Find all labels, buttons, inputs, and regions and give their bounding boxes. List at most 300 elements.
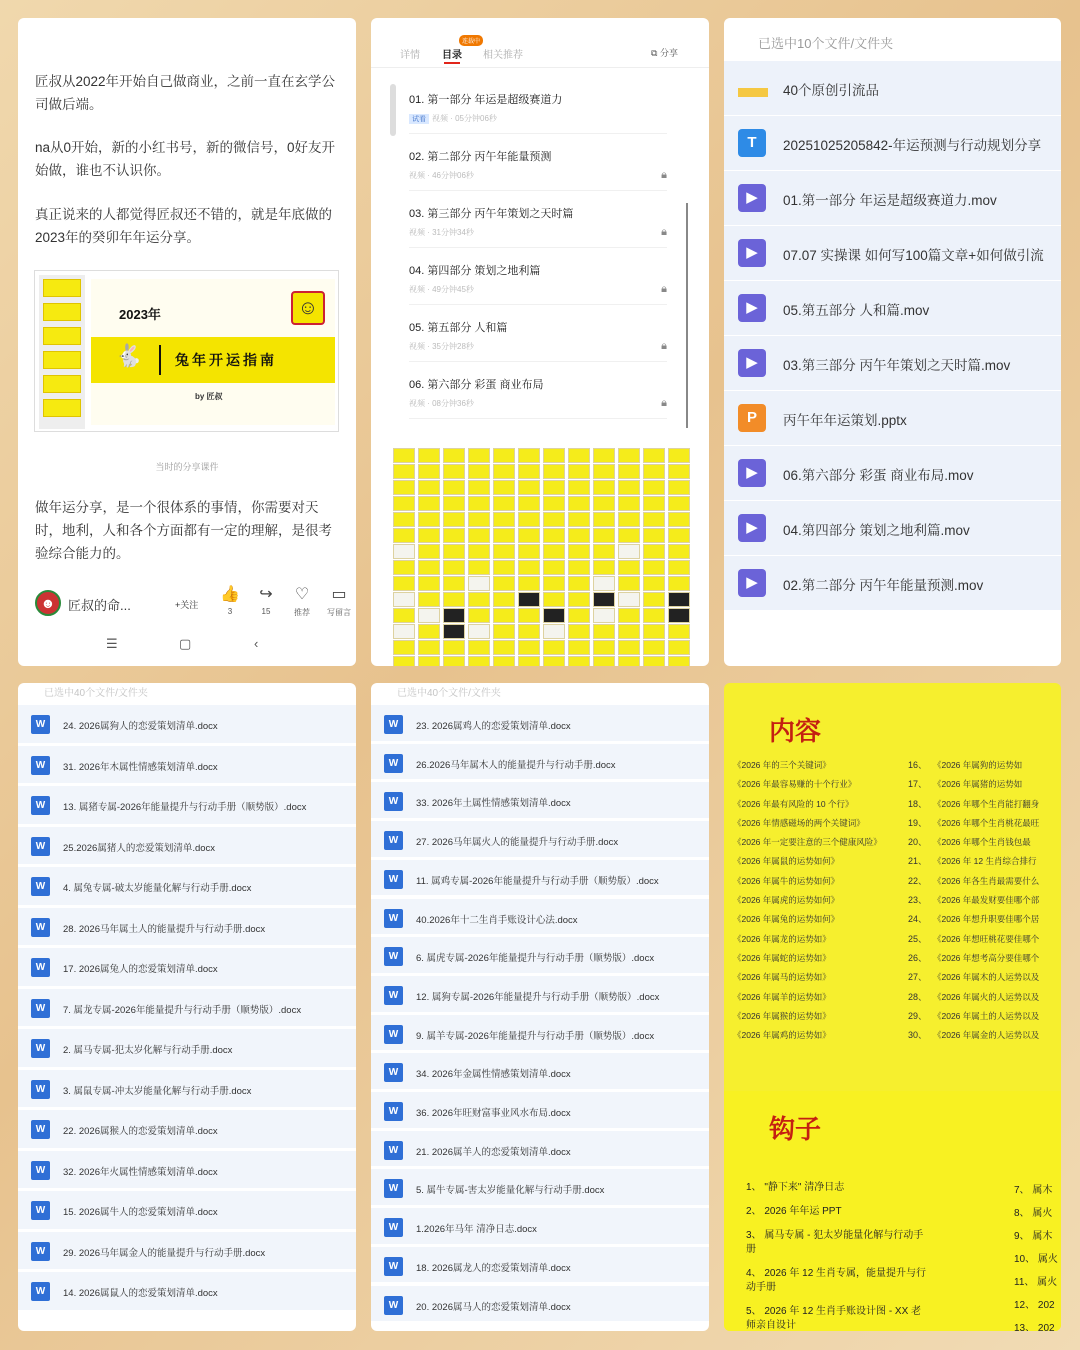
lesson-item[interactable] — [409, 200, 667, 248]
docx-row[interactable] — [18, 1191, 356, 1230]
page-thumbnail — [468, 560, 490, 575]
lesson-item[interactable] — [409, 86, 667, 134]
docx-row[interactable] — [18, 1151, 356, 1190]
scrollbar[interactable] — [686, 203, 688, 428]
page-thumbnail — [468, 464, 490, 479]
video-file-icon: ▶ — [738, 569, 766, 597]
share-icon: ↪ — [259, 586, 273, 603]
video-file-icon: ▶ — [738, 239, 766, 267]
toc-line: 《2026 年的三个关键词》 — [733, 760, 831, 770]
lesson-item[interactable] — [409, 257, 667, 305]
word-file-icon: W — [384, 792, 403, 811]
file-row[interactable] — [724, 61, 1061, 116]
page-thumbnail — [418, 464, 440, 479]
lesson-title: 02. 第二部分 丙午年能量预测 — [409, 151, 552, 163]
word-file-icon: W — [31, 1080, 50, 1099]
toc-line: 17、 — [908, 779, 928, 790]
lesson-meta: 视频 · 46分钟06秒 — [409, 171, 474, 180]
author-name[interactable]: 匠叔的命... — [68, 598, 131, 613]
page-thumbnail — [518, 560, 540, 575]
docx-name: 21. 2026属羊人的恋爱策划清单.docx — [416, 1146, 571, 1158]
folder-icon: ▬ — [738, 71, 768, 104]
page-thumbnail — [443, 560, 465, 575]
page-thumbnail — [518, 496, 540, 511]
docx-name: 14. 2026属鼠人的恋爱策划清单.docx — [63, 1288, 218, 1299]
page-thumbnail — [643, 448, 665, 463]
lesson-title: 06. 第六部分 彩蛋 商业布局 — [409, 379, 544, 391]
page-thumbnail — [668, 464, 690, 479]
docx-name: 20. 2026属马人的恋爱策划清单.docx — [416, 1301, 571, 1313]
toc-line: 《2026 年想旺桃花要佳哪个 — [933, 933, 1040, 944]
toc-line: 24、 — [908, 914, 928, 925]
docx-name: 23. 2026属鸡人的恋爱策划清单.docx — [416, 721, 571, 732]
page-thumbnail — [493, 448, 515, 463]
page-thumbnail — [443, 544, 465, 559]
page-thumbnail — [518, 592, 540, 607]
hook-item: 9、 属木 — [1014, 1231, 1053, 1242]
page-thumbnail — [543, 576, 565, 591]
docx-row[interactable] — [371, 821, 709, 858]
page-thumbnail — [443, 496, 465, 511]
toc-line: 28、 — [908, 991, 928, 1002]
word-file-icon: W — [31, 715, 50, 734]
page-thumbnail — [393, 464, 415, 479]
docx-row[interactable] — [18, 1070, 356, 1109]
page-thumbnail — [443, 512, 465, 527]
share-button[interactable] — [251, 586, 281, 616]
page-thumbnail — [643, 560, 665, 575]
toc-line: 26、 — [908, 952, 928, 963]
like-button[interactable] — [215, 586, 245, 616]
page-thumbnail — [643, 480, 665, 495]
lesson-item[interactable] — [409, 371, 667, 419]
lesson-item[interactable] — [409, 314, 667, 362]
toc-right-column — [933, 756, 1039, 1045]
page-thumbnail — [393, 656, 415, 666]
docx-name: 26.2026马年属木人的能量提升与行动手册.docx — [416, 759, 616, 771]
docx-row[interactable] — [371, 1015, 709, 1052]
word-file-icon: W — [384, 715, 403, 734]
docx-name: 24. 2026属狗人的恋爱策划清单.docx — [63, 721, 218, 732]
page-thumbnail — [618, 592, 640, 607]
page-thumbnail — [493, 640, 515, 655]
docx-row[interactable] — [18, 948, 356, 987]
page-thumbnail — [418, 448, 440, 463]
lesson-meta: 视频 · 08分钟36秒 — [409, 399, 474, 408]
page-thumbnail — [593, 656, 615, 666]
page-thumbnail — [543, 496, 565, 511]
image-caption: 当时的分享课件 — [155, 462, 219, 472]
word-file-icon: W — [31, 877, 50, 896]
docx-row[interactable] — [371, 1286, 709, 1323]
toc-line: 《2026 年属金的人运势以及 — [933, 1030, 1040, 1041]
page-thumbnail — [618, 656, 640, 666]
page-thumbnail — [493, 608, 515, 623]
home-icon[interactable]: ▢ — [179, 636, 192, 651]
video-file-icon: ▶ — [738, 459, 766, 487]
page-thumbnail — [568, 640, 590, 655]
page-thumbnail — [568, 560, 590, 575]
article-paragraph-1: 匠叔从2022年开始自己做商业，之前一直在玄学公司做后端。 — [35, 74, 336, 112]
avatar-icon: ☺ — [291, 291, 325, 325]
page-thumbnail — [618, 512, 640, 527]
docx-name: 34. 2026年金属性情感策划清单.docx — [416, 1069, 571, 1081]
word-file-icon: W — [384, 831, 403, 850]
word-file-icon: W — [31, 1161, 50, 1180]
toc-line: 《2026 年情感磁场的两个关键词》 — [733, 817, 865, 828]
page-thumbnail — [518, 608, 540, 623]
word-file-icon: W — [31, 999, 50, 1018]
page-thumbnail — [518, 528, 540, 543]
toc-left-column — [733, 756, 882, 1045]
share-icon: ⧉ — [651, 48, 660, 58]
page-thumbnail — [493, 592, 515, 607]
page-thumbnail — [443, 480, 465, 495]
lock-icon: 🔒︎ — [661, 283, 667, 295]
menu-icon[interactable]: ☰ — [106, 636, 118, 651]
toc-line: 《2026 年一定要注意的三个健康风险》 — [733, 837, 882, 848]
page-thumbnail — [468, 480, 490, 495]
toc-line: 《2026 年属木的人运势以及 — [933, 972, 1040, 983]
docx-list-panel-2 — [371, 683, 709, 1331]
hook-item: 10、 属火 — [1014, 1254, 1058, 1265]
docx-row[interactable] — [371, 1092, 709, 1129]
recommend-label: 推荐 — [294, 608, 310, 617]
docx-row[interactable] — [371, 1169, 709, 1206]
page-thumbnail — [393, 608, 415, 623]
tab-details[interactable]: 详情 — [400, 50, 420, 61]
docx-row[interactable] — [371, 1053, 709, 1090]
word-file-icon: W — [384, 870, 403, 889]
word-file-icon: W — [384, 1179, 403, 1198]
page-thumbnail — [543, 656, 565, 666]
page-thumbnail — [568, 528, 590, 543]
hook-item: 2、 2026 年年运 PPT — [746, 1206, 842, 1217]
file-name: 20251025205842-年运预测与行动规划分享 — [783, 138, 1042, 153]
docx-name: 31. 2026年木属性情感策划清单.docx — [63, 761, 218, 773]
page-thumbnail — [568, 656, 590, 666]
follow-button[interactable]: +关注 — [175, 600, 199, 610]
page-thumbnail — [593, 576, 615, 591]
page-thumbnail — [493, 496, 515, 511]
file-row[interactable] — [724, 556, 1061, 611]
page-thumbnail — [393, 640, 415, 655]
page-thumbnail — [418, 608, 440, 623]
page-thumbnail — [668, 592, 690, 607]
docx-name: 33. 2026年土属性情感策划清单.docx — [416, 798, 571, 810]
page-thumbnail — [643, 624, 665, 639]
page-thumbnail — [518, 576, 540, 591]
page-thumbnail — [468, 608, 490, 623]
docx-name: 7. 属龙专属-2026年能量提升与行动手册（顺势版）.docx — [63, 1004, 302, 1016]
docx-row[interactable] — [18, 908, 356, 947]
docx-name: 25.2026属猪人的恋爱策划清单.docx — [63, 842, 216, 854]
file-row[interactable] — [724, 391, 1061, 446]
docx-row[interactable] — [371, 782, 709, 819]
docx-row[interactable] — [18, 1232, 356, 1271]
docx-name: 9. 属羊专属-2026年能量提升与行动手册（顺势版）.docx — [416, 1030, 655, 1042]
toc-line: 23、 — [908, 895, 928, 906]
share-button[interactable]: ⧉ 分享 — [651, 48, 678, 58]
page-thumbnail — [443, 576, 465, 591]
docx-row[interactable] — [18, 989, 356, 1028]
file-row[interactable] — [724, 501, 1061, 556]
page-thumbnail — [568, 464, 590, 479]
toc-line: 19、 — [908, 817, 928, 828]
page-thumbnail — [643, 608, 665, 623]
page-thumbnail — [668, 480, 690, 495]
page-thumbnail — [593, 448, 615, 463]
docx-row[interactable] — [18, 705, 356, 744]
toc-line: 《2026 年各生肖最需要什么 — [933, 875, 1040, 886]
page-thumbnail — [643, 496, 665, 511]
file-row[interactable] — [724, 446, 1061, 501]
docx-row[interactable] — [18, 1272, 356, 1311]
page-thumbnail — [418, 480, 440, 495]
toc-line: 《2026 年哪个生肖桃花最旺 — [933, 817, 1040, 828]
toc-line: 《2026 年哪个生肖钱包最 — [933, 837, 1031, 848]
docx-row[interactable] — [18, 867, 356, 906]
file-row[interactable] — [724, 116, 1061, 171]
toc-line: 《2026 年哪个生肖能打翻身 — [933, 798, 1040, 809]
tab-related[interactable]: 相关推荐 — [483, 50, 523, 61]
word-file-icon: W — [384, 1063, 403, 1082]
page-thumbnail — [518, 448, 540, 463]
page-thumbnail — [643, 512, 665, 527]
page-thumbnail — [418, 512, 440, 527]
file-name: 03.第三部分 丙午年策划之天时篇.mov — [783, 358, 1011, 373]
hooks-card — [724, 1091, 1061, 1331]
contents-title: 内容 — [769, 716, 822, 746]
word-file-icon: W — [384, 1102, 403, 1121]
docx-name: 27. 2026马年属火人的能量提升与行动手册.docx — [416, 837, 619, 849]
page-thumbnail — [568, 544, 590, 559]
toc-line: 《2026 年属火的人运势以及 — [933, 991, 1040, 1002]
page-thumbnail — [568, 576, 590, 591]
toc-line: 20、 — [908, 837, 928, 848]
word-file-icon: W — [384, 947, 403, 966]
page-thumbnail — [468, 544, 490, 559]
page-thumbnail — [393, 544, 415, 559]
system-nav-bar — [18, 636, 356, 656]
toc-line: 《2026 年属鸡的运势如》 — [733, 1030, 831, 1041]
page-thumbnail — [443, 624, 465, 639]
page-thumbnail — [418, 624, 440, 639]
page-thumbnail — [493, 656, 515, 666]
heart-icon: ♡ — [294, 586, 310, 603]
page-thumbnail — [493, 464, 515, 479]
hook-item: 12、 202 — [1014, 1300, 1055, 1311]
toc-line: 22、 — [908, 875, 928, 886]
page-thumbnail — [443, 528, 465, 543]
word-file-icon: W — [31, 837, 50, 856]
hook-item: 1、 "静下来" 清净日志 — [746, 1182, 845, 1193]
page-thumbnail — [593, 512, 615, 527]
back-icon[interactable]: ‹ — [254, 636, 259, 651]
page-thumbnail-grid — [393, 448, 689, 666]
word-file-icon: W — [384, 1257, 403, 1276]
page-thumbnail — [518, 480, 540, 495]
docx-row[interactable] — [371, 899, 709, 936]
page-thumbnail — [543, 592, 565, 607]
video-file-icon: ▶ — [738, 514, 766, 542]
docx-name: 18. 2026属龙人的恋爱策划清单.docx — [416, 1262, 571, 1274]
page-thumbnail — [493, 576, 515, 591]
docx-row[interactable] — [18, 1029, 356, 1068]
page-thumbnail — [418, 496, 440, 511]
slide-thumbnails — [39, 275, 85, 429]
docx-row[interactable] — [371, 1247, 709, 1284]
file-row[interactable] — [724, 171, 1061, 226]
toc-line: 25、 — [908, 933, 928, 944]
docx-row[interactable] — [371, 976, 709, 1013]
course-catalog-panel — [371, 18, 709, 666]
page-thumbnail — [643, 528, 665, 543]
docx-row[interactable] — [371, 860, 709, 897]
page-thumbnail — [468, 512, 490, 527]
docx-row[interactable] — [371, 705, 709, 742]
page-thumbnail — [618, 448, 640, 463]
toc-line: 《2026 年属马的运势如》 — [733, 972, 831, 983]
slide-year: 2023年 — [119, 307, 161, 322]
docx-name: 13. 属猪专属-2026年能量提升与行动手册（顺势版）.docx — [63, 802, 307, 813]
page-thumbnail — [593, 496, 615, 511]
slide-image[interactable] — [34, 270, 339, 432]
recommend-button[interactable] — [287, 586, 317, 618]
page-thumbnail — [618, 480, 640, 495]
docx-name: 5. 属牛专属-害太岁能量化解与行动手册.docx — [416, 1185, 605, 1197]
page-thumbnail — [618, 528, 640, 543]
page-thumbnail — [643, 640, 665, 655]
slide-divider — [159, 345, 161, 375]
page-thumbnail — [493, 480, 515, 495]
share-count: 15 — [261, 607, 271, 616]
docx-name: 22. 2026属猴人的恋爱策划清单.docx — [63, 1126, 218, 1137]
author-avatar[interactable]: ☻ — [35, 590, 61, 616]
docx-name: 6. 属虎专属-2026年能量提升与行动手册（顺势版）.docx — [416, 953, 655, 965]
docx-row[interactable] — [371, 1131, 709, 1168]
page-thumbnail — [443, 608, 465, 623]
page-thumbnail — [543, 624, 565, 639]
page-thumbnail — [543, 528, 565, 543]
page-thumbnail — [668, 512, 690, 527]
serializing-badge: 连载中 — [459, 35, 483, 46]
article-paragraph-3: 真正说来的人都觉得匠叔还不错的，就是年底做的2023年的癸卯年年运分享。 — [35, 207, 332, 245]
hook-item: 4、 2026 年 12 生肖专属，能量提升与行动手册 — [746, 1268, 927, 1293]
word-file-icon: W — [31, 1201, 50, 1220]
page-thumbnail — [418, 592, 440, 607]
page-thumbnail — [668, 624, 690, 639]
selection-header: 已选中40个文件/文件夹 — [397, 688, 501, 699]
docx-name: 29. 2026马年属金人的能量提升与行动手册.docx — [63, 1247, 266, 1259]
word-file-icon: W — [31, 1242, 50, 1261]
file-name: 04.第四部分 策划之地利篇.mov — [783, 523, 970, 538]
docx-list-panel-1 — [18, 683, 356, 1331]
page-thumbnail — [568, 592, 590, 607]
word-file-icon: W — [31, 796, 50, 815]
page-thumbnail — [543, 544, 565, 559]
tab-bar — [371, 40, 709, 68]
lesson-item[interactable] — [409, 143, 667, 191]
page-thumbnail — [593, 608, 615, 623]
docx-row[interactable] — [18, 746, 356, 785]
page-thumbnail — [418, 560, 440, 575]
preview-tag: 试看 — [409, 114, 429, 124]
page-thumbnail — [568, 512, 590, 527]
docx-row[interactable] — [371, 744, 709, 781]
file-name: 07.07 实操课 如何写100篇文章+如何做引流 — [783, 248, 1044, 263]
page-thumbnail — [543, 560, 565, 575]
docx-row[interactable] — [371, 937, 709, 974]
selection-header: 已选中10个文件/文件夹 — [758, 36, 894, 51]
page-thumbnail — [493, 528, 515, 543]
comment-button[interactable] — [324, 586, 354, 618]
page-thumbnail — [443, 656, 465, 666]
page-thumbnail — [618, 640, 640, 655]
word-file-icon: W — [384, 1296, 403, 1315]
toc-line: 16、 — [908, 760, 928, 770]
page-thumbnail — [668, 528, 690, 543]
page-thumbnail — [668, 640, 690, 655]
docx-name: 15. 2026属牛人的恋爱策划清单.docx — [63, 1207, 218, 1218]
page-thumbnail — [468, 576, 490, 591]
file-name: 06.第六部分 彩蛋 商业布局.mov — [783, 468, 974, 483]
author-bar — [35, 586, 355, 618]
docx-row[interactable] — [18, 827, 356, 866]
word-file-icon: W — [31, 1120, 50, 1139]
page-thumbnail — [593, 544, 615, 559]
slide-title: 兔年开运指南 — [175, 352, 277, 368]
page-thumbnail — [618, 544, 640, 559]
toc-line: 《2026 年属牛的运势如何》 — [733, 875, 840, 886]
slide-band — [91, 337, 335, 383]
docx-row[interactable] — [18, 786, 356, 825]
page-thumbnail — [393, 560, 415, 575]
file-row[interactable] — [724, 281, 1061, 336]
lesson-meta: 视频 · 31分钟34秒 — [409, 228, 474, 237]
page-thumbnail — [443, 448, 465, 463]
file-name: 丙午年年运策划.pptx — [783, 413, 907, 428]
contents-poster-panel — [724, 683, 1061, 1331]
toc-line: 《2026 年属猴的运势如》 — [733, 1010, 831, 1021]
hook-item: 3、 属马专属 - 犯太岁能量化解与行动手册 — [746, 1230, 924, 1255]
docx-name: 11. 属鸡专属-2026年能量提升与行动手册（顺势版）.docx — [416, 875, 659, 887]
file-row[interactable] — [724, 336, 1061, 391]
page-thumbnail — [643, 656, 665, 666]
word-file-icon: W — [384, 986, 403, 1005]
tab-catalog[interactable]: 目录 — [442, 50, 462, 61]
page-thumbnail — [468, 624, 490, 639]
page-thumbnail — [418, 656, 440, 666]
page-thumbnail — [418, 528, 440, 543]
page-thumbnail — [393, 576, 415, 591]
docx-row[interactable] — [371, 1208, 709, 1245]
hook-item: 11、 属火 — [1014, 1277, 1058, 1288]
hook-item: 8、 属火 — [1014, 1208, 1053, 1219]
file-row[interactable] — [724, 226, 1061, 281]
page-thumbnail — [393, 480, 415, 495]
docx-name: 12. 属狗专属-2026年能量提升与行动手册（顺势版）.docx — [416, 991, 660, 1003]
file-name: 40个原创引流品 — [783, 83, 880, 98]
lesson-meta: 视频 · 35分钟28秒 — [409, 342, 474, 351]
page-thumbnail — [593, 624, 615, 639]
lock-icon: 🔒︎ — [661, 397, 667, 409]
page-thumbnail — [643, 576, 665, 591]
docx-row[interactable] — [18, 1110, 356, 1149]
page-thumbnail — [518, 464, 540, 479]
page-thumbnail — [493, 544, 515, 559]
word-file-icon: W — [31, 918, 50, 937]
